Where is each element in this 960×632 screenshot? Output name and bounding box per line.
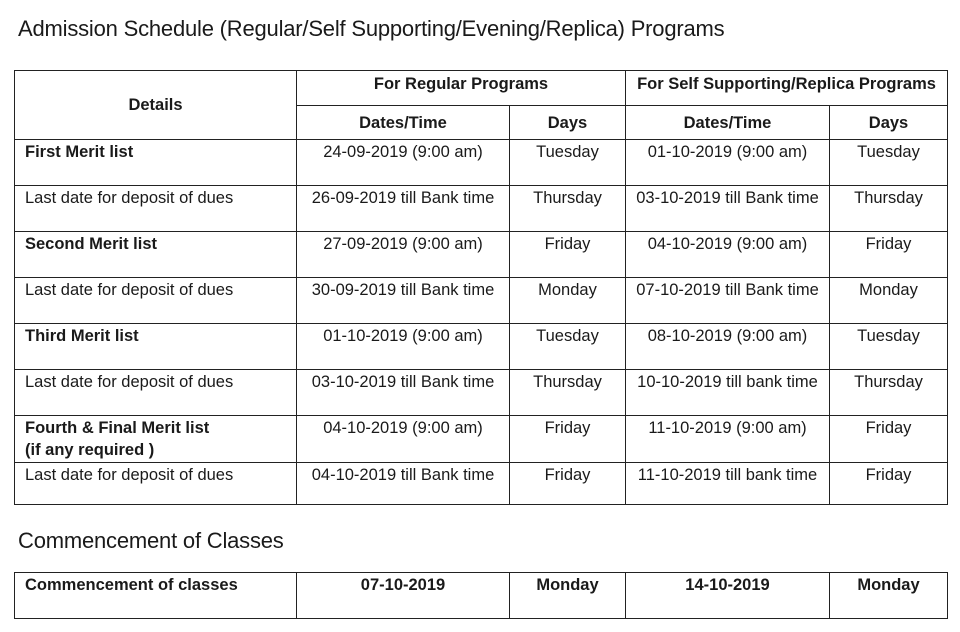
row-detail-note: (if any required ) bbox=[25, 441, 155, 459]
row-self-day: Friday bbox=[830, 416, 948, 463]
row-detail bbox=[15, 416, 297, 463]
row-self-day: Friday bbox=[830, 232, 948, 278]
row-regular-date: 03-10-2019 till Bank time bbox=[297, 370, 510, 416]
commencement-regular-date: 07-10-2019 bbox=[297, 573, 510, 619]
row-self-day: Tuesday bbox=[830, 140, 948, 186]
row-self-day: Thursday bbox=[830, 370, 948, 416]
row-detail-text: Fourth & Final Merit list bbox=[25, 419, 210, 437]
row-detail-text: Last date for deposit of dues bbox=[25, 189, 234, 207]
row-detail bbox=[15, 232, 297, 278]
schedule-row bbox=[15, 278, 948, 324]
commencement-heading: Commencement of Classes bbox=[18, 528, 284, 553]
row-self-date: 08-10-2019 (9:00 am) bbox=[626, 324, 830, 370]
commencement-regular-day: Monday bbox=[510, 573, 626, 619]
commencement-row bbox=[15, 573, 948, 619]
row-regular-day: Friday bbox=[510, 416, 626, 463]
row-self-date: 11-10-2019 (9:00 am) bbox=[626, 416, 830, 463]
row-self-day: Friday bbox=[830, 463, 948, 505]
self-days-header: Days bbox=[830, 106, 948, 140]
regular-dates-header: Dates/Time bbox=[297, 106, 510, 140]
row-regular-date: 30-09-2019 till Bank time bbox=[297, 278, 510, 324]
row-detail bbox=[15, 463, 297, 505]
row-detail-text: Last date for deposit of dues bbox=[25, 281, 234, 299]
row-detail bbox=[15, 278, 297, 324]
self-supporting-programs-header: For Self Supporting/Replica Programs bbox=[626, 71, 948, 106]
row-regular-day: Thursday bbox=[510, 370, 626, 416]
schedule-row bbox=[15, 324, 948, 370]
schedule-row bbox=[15, 232, 948, 278]
schedule-row bbox=[15, 463, 948, 505]
commencement-self-day: Monday bbox=[830, 573, 948, 619]
row-detail-text: Second Merit list bbox=[25, 235, 158, 253]
row-regular-day: Tuesday bbox=[510, 324, 626, 370]
details-header: Details bbox=[15, 71, 297, 140]
row-regular-day: Monday bbox=[510, 278, 626, 324]
row-detail bbox=[15, 370, 297, 416]
regular-days-header: Days bbox=[510, 106, 626, 140]
row-detail bbox=[15, 324, 297, 370]
row-regular-date: 26-09-2019 till Bank time bbox=[297, 186, 510, 232]
schedule-row bbox=[15, 140, 948, 186]
row-regular-date: 04-10-2019 till Bank time bbox=[297, 463, 510, 505]
schedule-row bbox=[15, 370, 948, 416]
row-self-day: Thursday bbox=[830, 186, 948, 232]
row-regular-day: Friday bbox=[510, 232, 626, 278]
row-regular-date: 27-09-2019 (9:00 am) bbox=[297, 232, 510, 278]
admission-schedule-table bbox=[14, 70, 948, 505]
row-self-day: Tuesday bbox=[830, 324, 948, 370]
row-self-date: 07-10-2019 till Bank time bbox=[626, 278, 830, 324]
row-self-date: 03-10-2019 till Bank time bbox=[626, 186, 830, 232]
commencement-table bbox=[14, 572, 948, 619]
self-dates-header: Dates/Time bbox=[626, 106, 830, 140]
page-title: Admission Schedule (Regular/Self Supporting/Evening/Replica) Programs bbox=[18, 16, 725, 41]
row-regular-date: 24-09-2019 (9:00 am) bbox=[297, 140, 510, 186]
schedule-row bbox=[15, 416, 948, 463]
row-regular-day: Friday bbox=[510, 463, 626, 505]
row-self-date: 10-10-2019 till bank time bbox=[626, 370, 830, 416]
row-self-date: 04-10-2019 (9:00 am) bbox=[626, 232, 830, 278]
row-regular-date: 01-10-2019 (9:00 am) bbox=[297, 324, 510, 370]
row-detail-text: Third Merit list bbox=[25, 327, 139, 345]
row-self-date: 01-10-2019 (9:00 am) bbox=[626, 140, 830, 186]
row-detail-text: Last date for deposit of dues bbox=[25, 466, 234, 484]
row-detail bbox=[15, 186, 297, 232]
schedule-row bbox=[15, 186, 948, 232]
regular-programs-header: For Regular Programs bbox=[297, 71, 626, 106]
row-detail-text: First Merit list bbox=[25, 143, 134, 161]
commencement-self-date: 14-10-2019 bbox=[626, 573, 830, 619]
row-regular-day: Tuesday bbox=[510, 140, 626, 186]
row-detail-text: Last date for deposit of dues bbox=[25, 373, 234, 391]
row-regular-date: 04-10-2019 (9:00 am) bbox=[297, 416, 510, 463]
commencement-label: Commencement of classes bbox=[15, 573, 297, 619]
row-self-date: 11-10-2019 till bank time bbox=[626, 463, 830, 505]
row-self-day: Monday bbox=[830, 278, 948, 324]
row-regular-day: Thursday bbox=[510, 186, 626, 232]
row-detail bbox=[15, 140, 297, 186]
